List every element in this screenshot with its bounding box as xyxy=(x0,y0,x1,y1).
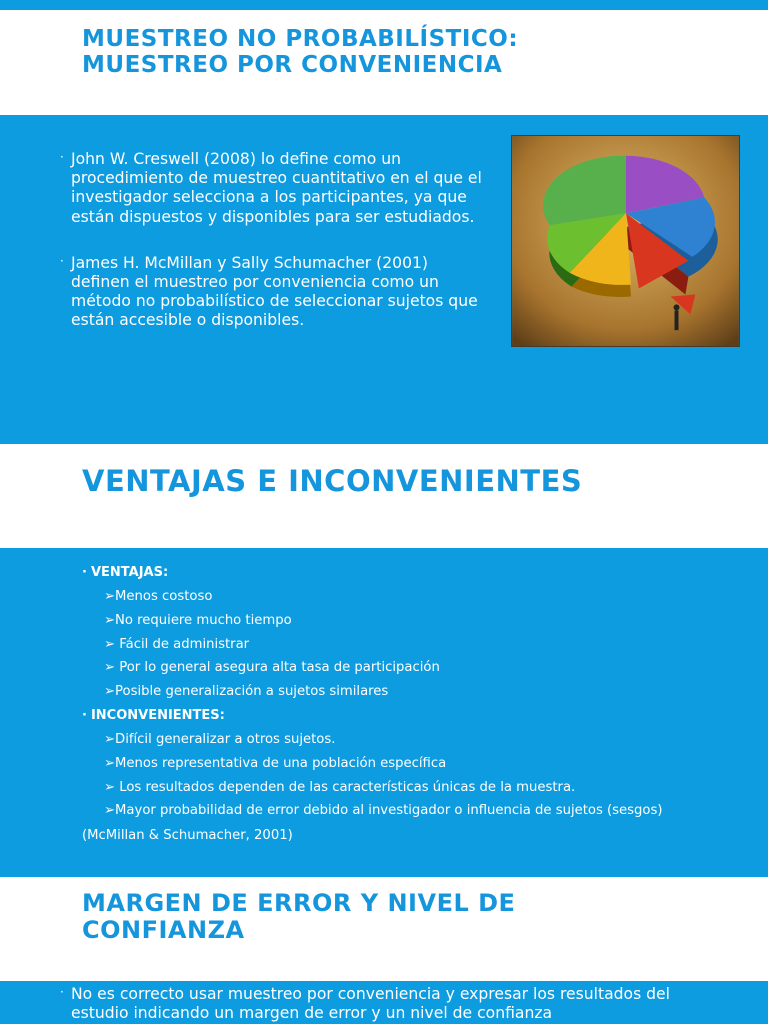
top-stripe xyxy=(0,0,768,10)
citation: (McMillan & Schumacher, 2001) xyxy=(82,828,293,844)
ventaja-item: ➢ Fácil de administrar xyxy=(104,636,250,652)
slide1-bullet-creswell xyxy=(60,150,491,227)
slide3-bullet xyxy=(60,985,711,1023)
ventajas-heading xyxy=(82,561,662,585)
slide1-title xyxy=(82,26,518,78)
ventaja-item: ➢Posible generalización a sujetos similares xyxy=(104,684,389,700)
ventaja-item: ➢No requiere mucho tiempo xyxy=(104,612,292,628)
slide1-title-line-1: MUESTREO NO PROBABILÍSTICO: xyxy=(82,26,519,52)
bullet-dot: · xyxy=(82,565,87,580)
inconveniente-item: ➢Menos representativa de una población específica xyxy=(104,755,447,771)
inconveniente-item: ➢Difícil generalizar a otros sujetos. xyxy=(104,731,336,747)
slide3-title-line-2: CONFIANZA xyxy=(82,916,245,944)
slide3-title xyxy=(82,890,515,944)
slide3-bullet-list xyxy=(60,985,711,1023)
inconveniente-item: ➢Mayor probabilidad de error debido al investigador o influencia de sujetos (sesgos) xyxy=(104,803,663,819)
ventaja-item: ➢Menos costoso xyxy=(104,589,213,604)
inconveniente-item: ➢ Los resultados dependen de las características únicas de la muestra. xyxy=(104,779,576,795)
bullet-dot: · xyxy=(60,150,64,164)
slide2-content xyxy=(82,561,662,849)
inconvenientes-heading xyxy=(82,704,662,728)
ventajas-label: VENTAJAS: xyxy=(90,565,169,580)
bullet-dot: · xyxy=(60,253,64,268)
slide1-bullet-text: John W. Creswell (2008) lo define como un procedimiento de muestreo cuantitativo en el que el investigador selecciona a los participantes, ya que están dispuestos y disponibles para ser estudiados. xyxy=(71,150,482,226)
bullet-dot: · xyxy=(82,707,87,723)
slide2-title: VENTAJAS E INCONVENIENTES xyxy=(82,464,583,498)
pie-chart-illustration-icon xyxy=(511,135,740,347)
ventaja-item: ➢ Por lo general asegura alta tasa de participación xyxy=(104,660,440,676)
inconvenientes-label: INCONVENIENTES: xyxy=(90,707,225,723)
slide1-bullet-text: James H. McMillan y Sally Schumacher (2001) definen el muestreo por conveniencia como un método no probabilístico de seleccionar sujetos que están accesible o disponibles. xyxy=(71,253,478,330)
slide1-bullet-mcmillan xyxy=(60,254,491,331)
slide1-bullet-list xyxy=(60,150,491,358)
slide3-bullet-text: No es correcto usar muestreo por conveniencia y expresar los resultados del estudio indicando un margen de error y un nivel de confianza xyxy=(71,985,670,1022)
bullet-dot: · xyxy=(60,985,64,999)
slide1-title-line-2: MUESTREO POR CONVENIENCIA xyxy=(82,52,503,78)
slide3-title-line-1: MARGEN DE ERROR Y NIVEL DE xyxy=(82,889,516,917)
